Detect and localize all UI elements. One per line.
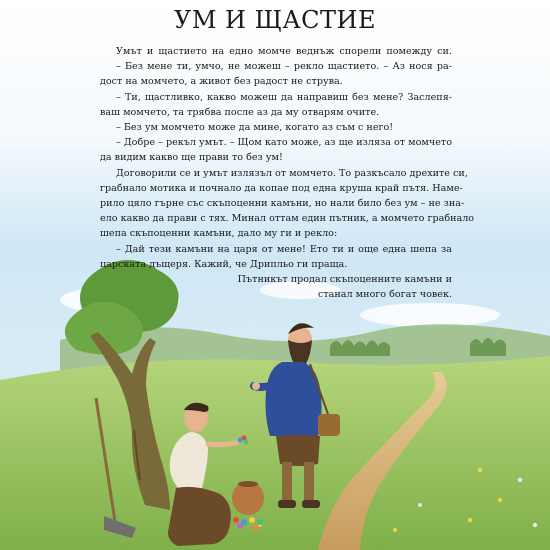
text-line: ело какво да прави с тях. Минал оттам един пътник, а момчето грабнало [100,213,475,225]
text-line: дост на момчето, а живот без радост не струва. [100,76,343,88]
text-line: шепа скъпоценни камъни, дало му ги и рекло: [100,228,338,240]
text-line: Умът и щастието на едно момче веднъж спорели помежду си. [116,46,452,57]
text-line: грабнало мотика и почнало да копае под една круша край пътя. Наме- [100,182,463,194]
text-line: Пътникът продал скъпоценните камъни и [237,274,452,286]
text-line: ваш момчето, та трябва после аз да му отварям очите. [100,106,380,118]
text-line: да видим какво ще прави то без ум! [100,152,283,164]
page-title: УМ И ЩАСТИЕ [174,6,376,34]
text-line: – Без ум момчето може да мине, когато аз съм с него! [116,122,394,134]
text-line: Договорили се и умът излязъл от момчето. То разкъсало дрехите си, [116,167,468,179]
text-line: – Добре – рекъл умът. – Щом като може, аз ще изляза от момчето [116,137,452,149]
text-line: станал много богат човек. [317,289,452,301]
text-line: – Дай тези камъни на царя от мене! Ето ти и още една шепа за [116,243,452,255]
text-line: рило цяло гърне със скъпоценни камъни, но нали било без ум – не зна- [100,198,465,210]
text-line: – Ти, щастливко, какво можеш да направиш без мене? Заслепя- [116,91,452,103]
story-text [100,44,475,302]
text-line: царската дъщеря. Кажий, че Дрипльо ги праща. [100,258,348,270]
text-line: – Без мене ти, умчо, не можеш – рекло щастието. – Аз нося ра- [116,61,452,73]
